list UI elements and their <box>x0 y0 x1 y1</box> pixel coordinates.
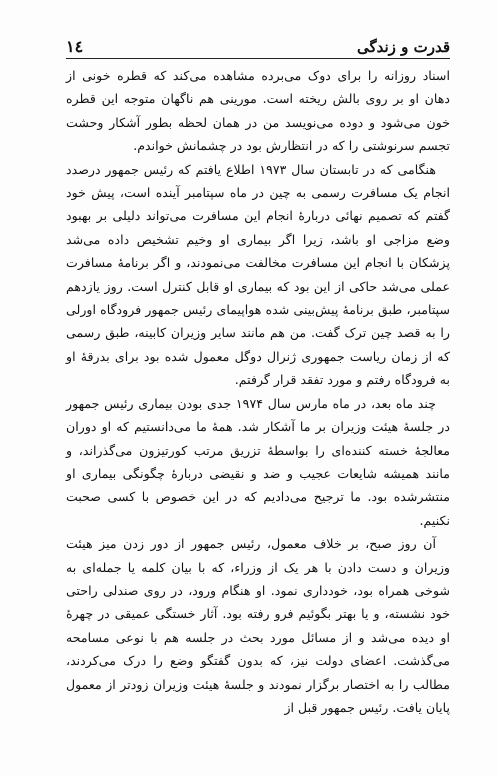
page-header <box>66 30 450 56</box>
paragraph-2: هنگامی که در تابستان سال ۱۹۷۳ اطلاع یافتم که رئیس جمهور درصدد انجام یک مسافرت رسمی به چین در ماه سپتامبر آینده است، پیش خود گفتم که تصمیم نهائی دربارهٔ انجام این مسافرت می‌تواند دلیلی بر بهبود وضع مزاجی او باشد، زیرا اگر بیماری او وخیم تشخیص داده می‌شد پزشکان با انجام این مسافرت مخالفت می‌نمودند، و اگر برنامهٔ مسافرت عملی می‌شد حاکی از این بود که بیماری او قابل کنترل است. روز یازدهم سپتامبر، طبق برنامهٔ پیش‌بینی شده هواپیمای رئیس جمهور فرودگاه اورلی را به قصد چین ترک گفت. من هم مانند سایر وزیران کابینه، طبق رسمی که از زمان ریاست جمهوری ژنرال دوگل معمول شده بود برای بدرقهٔ او به فرودگاه رفتم و مورد تفقد قرار گرفتم. <box>66 161 450 388</box>
paragraph-4: آن روز صبح، بر خلاف معمول، رئیس جمهور از دور زدن میز هیئت وزیران و دست دادن با هر یک از وزراء، که با بیان کلمه یا جمله‌ای به شوخی همراه بود، خودداری نمود. او هنگام ورود، در روی صندلی راحتی خود نشسته، و یا بهتر بگوئیم فرو رفته بود. آثار خستگی عمیقی در چهرهٔ او دیده می‌شد و از مسائل مورد بحث در جلسه هم با نوعی مسامحه می‌گذشت. اعضای دولت نیز، که بدون گفتگو وضع را درک می‌کردند، مطالب را به اختصار برگزار نمودند و جلسهٔ هیئت وزیران زودتر از معمول پایان یافت. رئیس جمهور قبل از <box>66 536 450 715</box>
paragraph-1: اسناد روزانه را برای دوک می‌برده مشاهده می‌کند که قطره خونی از دهان او بر روی بالش ریخته است. مورینی هم ناگهان متوجه این قطره خون می‌شود و دوده می‌نویسد من در همان لحظه بطور آشکار وحشت تجسم سرنوشتی را که در انتظارش بود در چشمانش خواندم. <box>66 68 450 154</box>
paragraph-3: چند ماه بعد، در ماه مارس سال ۱۹۷۴ جدی بودن بیماری رئیس جمهور در جلسهٔ هیئت وزیران بر ما آشکار شد. همهٔ ما می‌دانستیم که او دوران معالجهٔ خسته کننده‌ای را بواسطهٔ تزریق مرتب کورتیزون می‌گذراند، و مانند همیشه شایعات عجیب و ضد و نقیضی دربارهٔ چگونگی بیماری او منتشرشده بود. ما ترجیح می‌دادیم که در این خصوص با کسی صحبت نکنیم. <box>66 395 450 528</box>
body-text <box>66 64 450 719</box>
header-divider <box>66 58 450 59</box>
running-title: قدرت و زندگی <box>356 38 450 56</box>
page-number: ١٤ <box>66 37 84 56</box>
